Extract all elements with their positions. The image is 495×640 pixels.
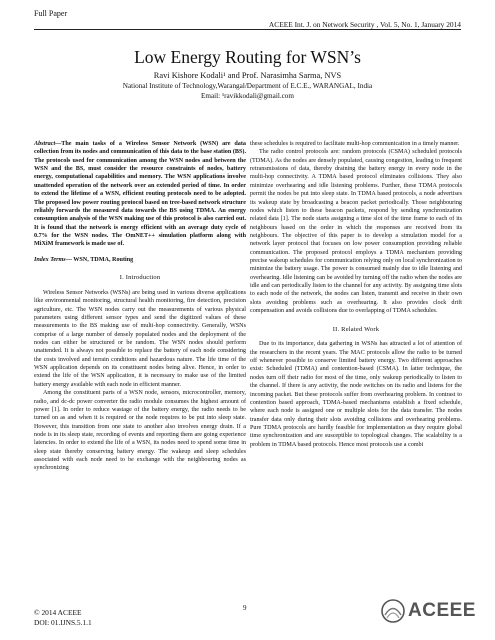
paragraph: Wireless Sensor Networks (WSNs) are being used in various diverse applications like environmental monitoring, structural health monitoring, fire detection, precision agriculture, etc. The WSN nodes carry out the measurements of various physical parameters using different sensor types and send the digitized values of these measurements to the BS making use of multi-hop connectivity. Generally, WSNs comprise of a large number of densely populated nodes and the deployment of the nodes can either be structured or be random. The WSN nodes should perform unattended. It is always not possible to replace the battery of each node considering the costs involved and terrain conditions and hazardous nature. The life time of the WSN application depends on its constituent nodes being alive. Hence, in order to extend the life of the WSN application, it is necessary to make use of the limited battery energy available with each node in efficient manner.	[34, 289, 246, 388]
aceee-logo	[380, 596, 476, 626]
authors: Ravi Kishore Kodali¹ and Prof. Narasimha Sarma, NVS	[153, 71, 342, 80]
section-heading-related-work: II. Related Work	[332, 325, 380, 333]
copyright: © 2014 ACEEE	[34, 608, 82, 617]
footer-info	[34, 608, 92, 628]
journal-header: ACEEE Int. J. on Network Security , Vol. 5, No. 1, January 2014	[268, 20, 461, 29]
doi: DOI: 01.IJNS.5.1.1	[34, 617, 92, 627]
aceee-logo-icon	[380, 598, 406, 624]
paragraph: The radio control protocols are: random protocols (CSMA) scheduled protocols (TDMA). As the nodes are densely populated, causing congestion, leading to frequent retransmissions of data, thereby draining the battery energy in every node in the multi-hop connectivity. A TDMA based protocol eliminates collisions. They also minimize overhearing and idle listening problems. Further, these TDMA protocols permit the nodes be put into sleep state. In TDMA based protocols, a node advertises its wakeup state by broadcasting a beacon packet periodically. Those neighbouring nodes which listen to these beacon packets, respond by sending synchronization related data [1]. The node starts assigning a time slot of the time frame to each of its neighbours based on the order in which the responses are received from its neighbours. The objective of this paper is to develop a simulation model for a network layer protocol that focuses on low power consumption providing reliable communication. The proposed protocol employs a TDMA mechanism providing precise wakeup schedules for communication relying only on local synchronization to minimize the battery usage. The power is consumed mainly due to idle listening and overhearing. Idle listening can be avoided by turning off the radio when the nodes are idle and can periodically listen to the channel for any activity. By assigning time slots to each node of the network, the nodes can listen, transmit and receive in their own slots avoiding problems such as overhearing. It also provides clock drift compensation and avoids collisions due to overlapping of TDMA schedules.	[250, 149, 462, 315]
paper-title: Low Energy Routing for WSN’s	[134, 47, 361, 67]
paragraph: Among the constituent parts of a WSN node, sensors, microcontroller, memory, radio, and dc-dc power converter the radio module consumes the highest amount of power [1]. In order to reduce wastage of the battery energy, the radio needs to be turned on as and when it is required or the node requires to be put into sleep state. However, this transition from one state to another also involves energy drain. If a node is in its sleep state, recording of events and reporting them are going experience latencies. In order to extend the life of a WSN, its nodes need to spend some time in sleep state thereby conserving battery energy. The wakeup and sleep schedules associated with each node need to be exchange with the neighbouring nodes as synchronizing	[34, 390, 246, 472]
abstract-label: Abstract	[34, 141, 56, 147]
email: Email: ¹ravikkodali@gmail.com	[200, 92, 294, 100]
paragraph: these schedules is required to facilitate multi-hop communication in a timely manner.	[250, 141, 460, 147]
section-heading-introduction: I. Introduction	[119, 274, 161, 282]
institution: National Institute of Technology,Warangal/Department of E.C.E., WARANGAL, India	[122, 82, 373, 90]
index-terms-text: — WSN, TDMA, Routing	[65, 256, 134, 263]
abstract	[34, 140, 246, 249]
index-terms-label: Index Terms	[34, 256, 66, 263]
page-number: 9	[243, 604, 247, 612]
index-terms	[34, 256, 246, 264]
full-paper-label: Full Paper	[34, 9, 68, 18]
abstract-text: —The main tasks of a Wireless Sensor Network (WSN) are data collection from its nodes and communication of this data to the base station (BS). The protocols used for communication among the WSN nodes and between the WSN and the BS, must consider the resource constraints of nodes, battery energy, computational capabilities and memory. The WSN applications involve unattended operation of the network over an extended period of time. In order to extend the lifetime of a WSN, efficient routing protocols need to be adopted. The proposed low power routing protocol based on tree-based network structure reliably forwards the measured data towards the BS using TDMA. An energy consumption analysis of the WSN making use of this protocol is also carried out. It is found that the network is energy efficient with an average duty cycle of 0.7% for the WSN nodes. The OmNET++ simulation platform along with MiXiM framework is made use of.	[34, 141, 246, 248]
header-rule	[34, 29, 461, 30]
paragraph: Due to its importance, data gathering in WSNs has attracted a lot of attention of the researchers in the recent years. The MAC protocols allow the radio to be turned off whenever possible to conserve limited battery energy. Two different approaches exist: Scheduled (TDMA) and contention-based (CSMA). In latter technique, the nodes turn off their radio for most of the time, only wakeup periodically to listen to the channel. If there is any activity, the node switches on its radio and listens for the incoming packet. But these protocols suffer from overhearing problem. In contrast to contention based approach, TDMA-based mechanisms establish a fixed schedule, where each node is assigned one or multiple slots for the data transfer. The nodes transfer data only during their slots avoiding collisions and overhearing problems. Pure TDMA protocols are hardly feasible for implementation as they require global time synchronization and are susceptible to topological changes. The scalability is a problem in TDMA based protocols. Hence most protocols use a combi	[250, 341, 462, 448]
logo-text: ACEEE	[408, 600, 476, 621]
left-column	[34, 140, 246, 473]
right-column	[250, 140, 462, 449]
